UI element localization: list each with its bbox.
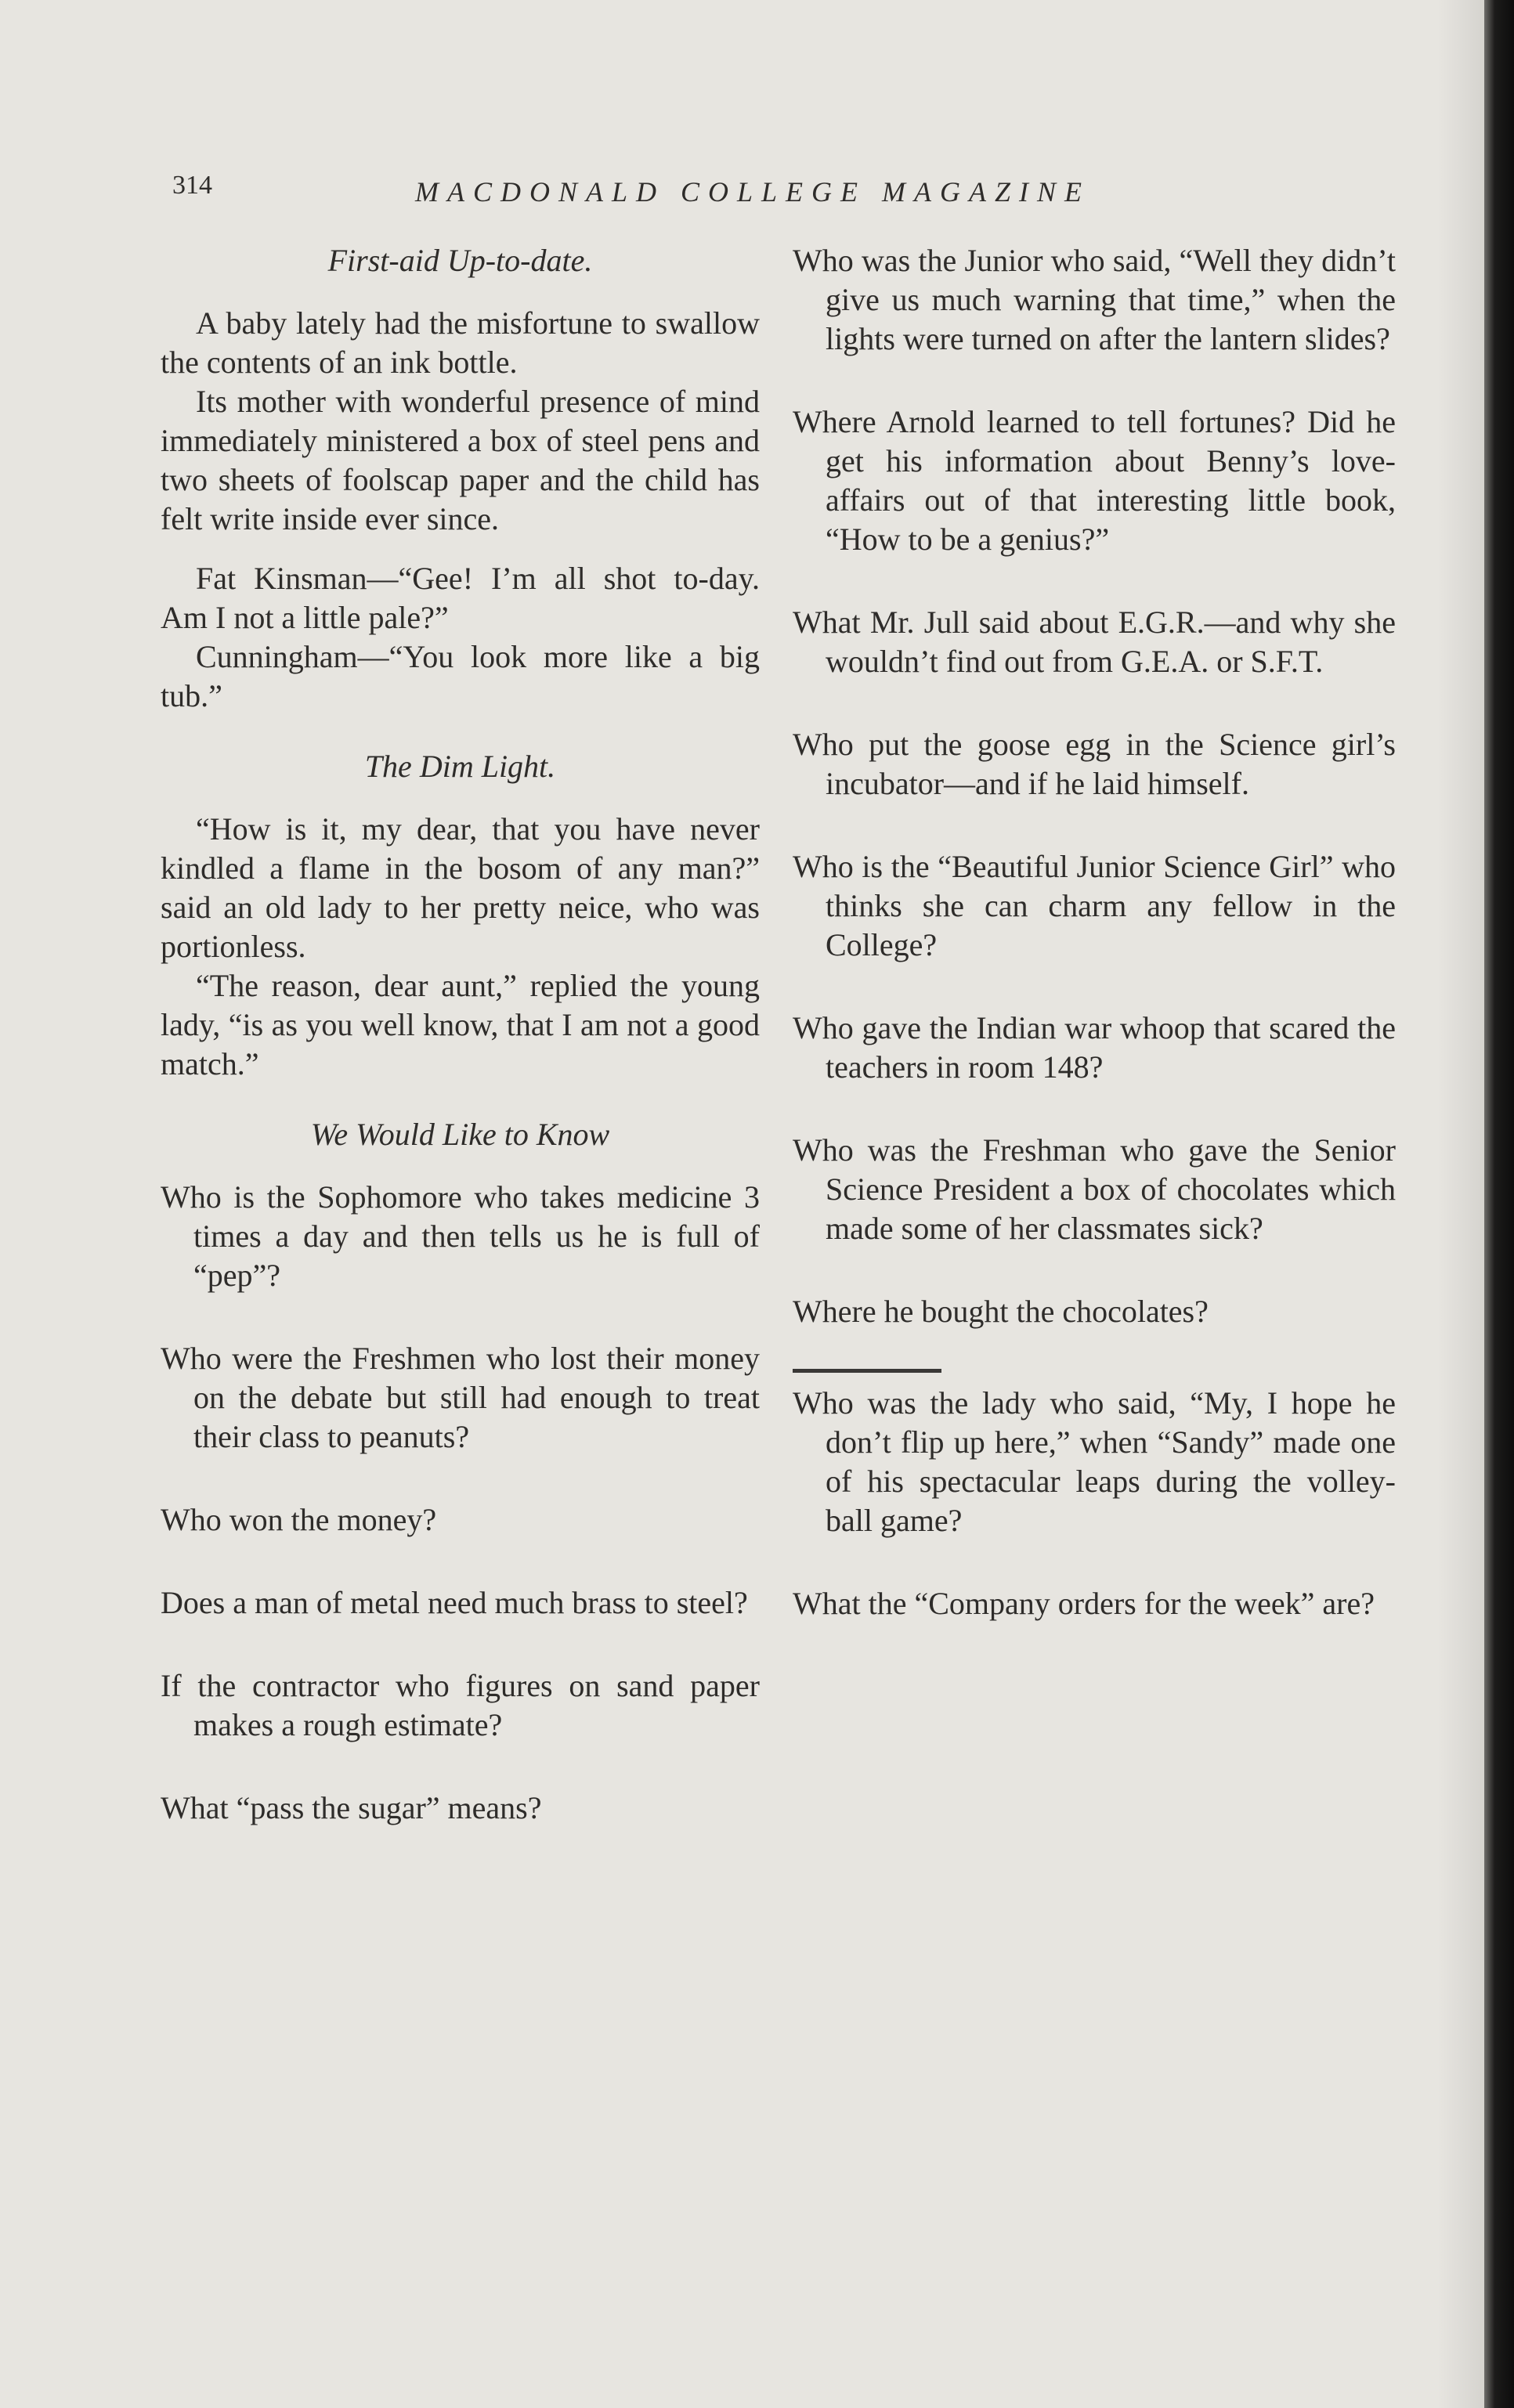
question-item: What the “Company orders for the week” are? — [793, 1586, 1375, 1621]
paragraph: A baby lately had the misfortune to swallow the contents of an ink bottle. — [161, 305, 760, 380]
book-binding-edge — [1484, 0, 1514, 2408]
question-item: Who was the Junior who said, “Well they didn’t give us much warning that time,” when the lights were turned on after the lantern slides? — [793, 243, 1396, 356]
page-gutter-shadow — [1437, 0, 1484, 2408]
paragraph: Cunningham—“You look more like a big tub.” — [161, 639, 760, 713]
section-title-like-to-know: We Would Like to Know — [310, 1117, 610, 1152]
running-title: MACDONALD COLLEGE MAGAZINE — [415, 176, 1091, 208]
page-header — [172, 171, 1198, 210]
separator-rule — [793, 1369, 941, 1373]
question-item: Who gave the Indian war whoop that scared the teachers in room 148? — [793, 1010, 1396, 1085]
question-item: Where Arnold learned to tell fortunes? Did he get his information about Benny’s love-affairs out of that interesting little book, “How to be a genius?” — [793, 404, 1396, 557]
right-column — [793, 241, 1396, 1667]
question-item: Who is the Sophomore who takes medicine 3 times a day and then tells us he is full of “pep”? — [161, 1179, 760, 1293]
section-title-dim-light: The Dim Light. — [364, 749, 556, 784]
question-item: Does a man of metal need much brass to steel? — [161, 1585, 748, 1620]
question-item: What “pass the sugar” means? — [161, 1790, 542, 1825]
paragraph: Fat Kinsman—“Gee! I’m all shot to-day. Am I not a little pale?” — [161, 561, 760, 635]
question-item: Who put the goose egg in the Science girl’s incubator—and if he laid himself. — [793, 727, 1396, 801]
question-item: Who won the money? — [161, 1502, 437, 1537]
question-item: What Mr. Jull said about E.G.R.—and why she wouldn’t find out from G.E.A. or S.F.T. — [793, 605, 1396, 679]
paragraph: “The reason, dear aunt,” replied the young lady, “is as you well know, that I am not a good match.” — [161, 968, 760, 1081]
paragraph: “How is it, my dear, that you have never kindled a flame in the bosom of any man?” said an old lady to her pretty neice, who was portionless. — [161, 811, 760, 964]
page-number: 314 — [172, 171, 212, 200]
question-item: Who was the Freshman who gave the Senior Science President a box of chocolates which made some of her classmates sick? — [793, 1132, 1396, 1246]
question-item: Who were the Freshmen who lost their money on the debate but still had enough to treat their class to peanuts? — [161, 1341, 760, 1454]
question-item: If the contractor who figures on sand paper makes a rough estimate? — [161, 1668, 760, 1742]
question-item: Who was the lady who said, “My, I hope he don’t flip up here,” when “Sandy” made one of his spectacular leaps during the volley-ball game? — [793, 1385, 1396, 1538]
paragraph: Its mother with wonderful presence of mind immediately ministered a box of steel pens and two sheets of foolscap paper and the child has felt write inside ever since. — [161, 384, 760, 536]
question-item: Where he bought the chocolates? — [793, 1294, 1209, 1329]
question-item: Who is the “Beautiful Junior Science Girl” who thinks she can charm any fellow in the College? — [793, 849, 1396, 962]
left-column — [161, 241, 760, 1872]
section-title-first-aid: First-aid Up-to-date. — [327, 243, 593, 278]
